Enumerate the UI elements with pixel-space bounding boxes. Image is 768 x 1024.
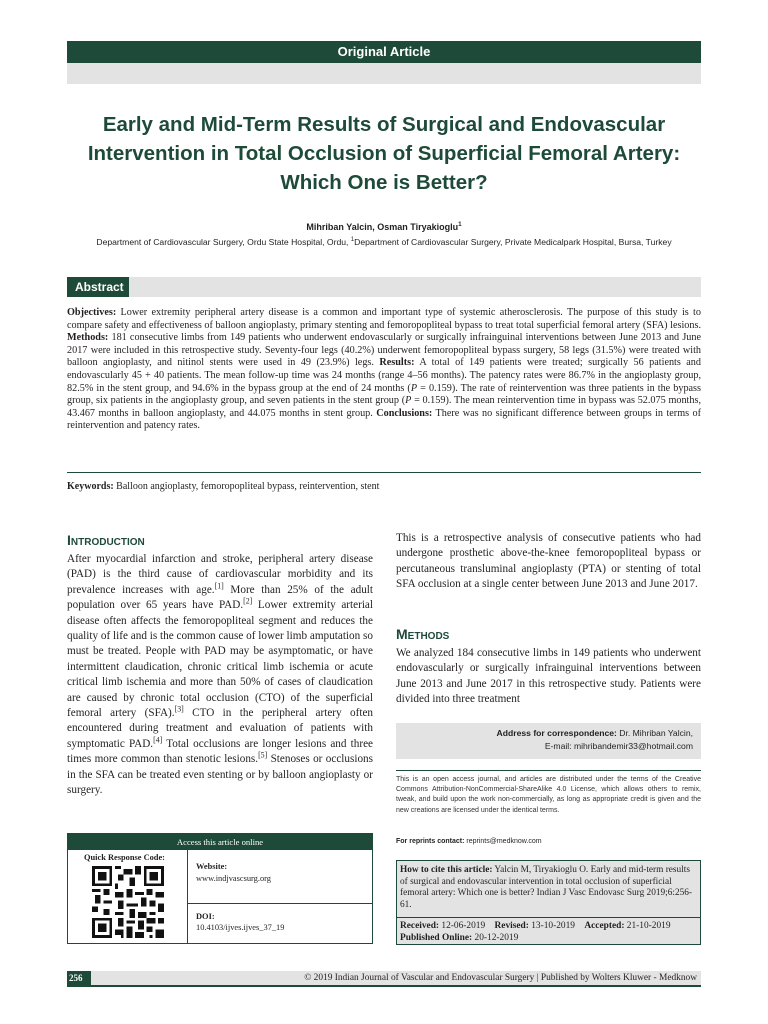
- reference-link[interactable]: [3]: [174, 704, 184, 714]
- citation-box: [396, 860, 701, 945]
- header-band: [67, 63, 701, 84]
- reference-link[interactable]: [2]: [243, 596, 253, 606]
- access-heading: Access this article online: [68, 834, 372, 850]
- website-label: Website:: [196, 862, 228, 871]
- abstract-heading: Abstract: [67, 277, 129, 297]
- reference-link[interactable]: [5]: [258, 750, 268, 760]
- doi-link[interactable]: 10.4103/ijves.ijves_37_19: [196, 923, 285, 932]
- copyright-text: © 2019 Indian Journal of Vascular and Endovascular Surgery | Published by Wolters Kluwer - Medknow: [304, 973, 697, 983]
- keywords: Keywords: Balloon angioplasty, femoropopliteal bypass, reintervention, stent: [67, 481, 380, 492]
- article-title: [67, 110, 701, 197]
- divider: [67, 472, 701, 473]
- divider: [67, 985, 701, 987]
- abstract-body: Objectives: Lower extremity peripheral artery disease is a common and important type of systemic atherosclerosis. The purpose of this study is to compare safety and effectiveness of balloon angioplasty, primary stenting and femoropopliteal bypass to treat total superficial femoral artery (SFA) lesions. Methods: 181 consecutive limbs from 149 patients who underwent endovascularly or surgically infrainguinal interventions between June 2013 and June 2017 were included in this retrospective study. Seventy-four legs (40.2%) underwent femoropopliteal bypass surgery, 58 legs (31.5%) were treated with balloon angioplasty, and nitinol stents were used in 49 (23.9%) legs. Results: A total of 149 patients were treated; surgically 56 patients and endovascularly 45 + 40 patients. The mean follow-up time was 24 months (range 4–56 months). The patency rates were 86.7% in the angioplasty group, 82.5% in the stent group, and 94.6% in the bypass group at the end of 24 months (P = 0.159). The rate of reintervention was three patients in the bypass group, six patients in the angioplasty group, and seven patients in the stent group (P = 0.159). The mean reintervention time in bypass was 52.075 months, 43.467 months in balloon angioplasty, and 44.075 months in stent group. Conclusions: There was no significant difference between groups in terms of reintervention and patency rates.: [67, 307, 701, 432]
- author-list: Mihriban Yalcin, Osman Tiryakioglu$^1$: [306, 221, 462, 232]
- introduction-continuation: This is a retrospective analysis of consecutive patients who had undergone prosthetic above-the-knee femoropopliteal bypass or percutaneous transluminal angioplasty (PTA) or stenting of total SFA occlusion at a single center between June 2013 and June 2017.: [396, 532, 701, 591]
- methods-heading: Methods: [396, 626, 450, 642]
- methods-body: We analyzed 184 consecutive limbs in 149 patients who underwent endovascularly or surgically infrainguinal interventions between June 2013 and June 2017 in this retrospective study. Patients were divided into three treatment: [396, 647, 701, 706]
- license-text: This is an open access journal, and articles are distributed under the terms of the Creative Commons Attribution-NonCommercial-ShareAlike 4.0 License, which allows others to remix, tweak, and build upon the work non-commercially, as long as appropriate credit is given and the new creations are licensed under the identical terms.: [396, 776, 701, 814]
- article-type-banner: [67, 41, 701, 63]
- abstract-header: [67, 277, 701, 297]
- reference-link[interactable]: [1]: [214, 581, 224, 591]
- correspondence-box: Address for correspondence: Dr. Mihriban Yalcin, E-mail: mihribandemir33@hotmail.com: [396, 723, 701, 759]
- affiliations: Department of Cardiovascular Surgery, Ordu State Hospital, Ordu, $^1$Department of Cardiovascular Surgery, Private Medicalpark Hospital, Bursa, Turkey: [96, 237, 672, 247]
- access-online-box: [67, 833, 373, 944]
- introduction-heading: Introduction: [67, 532, 145, 548]
- website-link[interactable]: www.indjvascsurg.org: [196, 874, 271, 883]
- title-line: Which One is Better?: [280, 171, 488, 194]
- title-line: Intervention in Total Occlusion of Superficial Femoral Artery:: [87, 142, 681, 165]
- reprints-contact: For reprints contact: reprints@medknow.com: [396, 838, 542, 845]
- qr-code-icon[interactable]: [92, 866, 164, 938]
- introduction-body: After myocardial infarction and stroke, peripheral artery disease (PAD) is the third cause of cardiovascular morbidity and its prevalence increases with age.[1] More than 25% of the adult population over 65 years have PAD.[2] Lower extremity arterial disease often affects the femoropopliteal segment and reduces the quality of life and is the common cause of lower limb amputation so must be treated. People with PAD may be asymptomatic, or have intermittent claudication, chronic critical limb ischemia or acute critical limb ischemia and more than 50% of cases of claudication are caused by chronic total occlusion (CTO) of the superficial femoral artery (SFA).[3] CTO in the peripheral artery often encountered during treatment and evaluation of patients with symptomatic PAD.[4] Total occlusions are longer lesions and three times more common than stenotic lesions.[5] Stenoses or occlusions in the SFA can be treated even stenting or by balloon angioplasty or surgery.: [67, 553, 374, 797]
- title-line: Early and Mid-Term Results of Surgical and Endovascular: [102, 113, 666, 136]
- citation-text: How to cite this article: Yalcin M, Tiryakioglu O. Early and mid-term results of surgical and endovascular intervention in total occlusion of superficial femoral artery: Which one is better? Indian J Vasc Endovasc Surg 2019;6:256-61.: [400, 865, 693, 910]
- doi-label: DOI:: [196, 912, 215, 921]
- reference-link[interactable]: [4]: [153, 735, 163, 745]
- article-type-label: Original Article: [337, 44, 431, 59]
- page-footer: [67, 971, 701, 985]
- page-number: 256: [67, 971, 91, 985]
- article-dates: Received: 12-06-2019 Revised: 13-10-2019 Accepted: 21-10-2019 Published Online: 20-12-2019: [400, 921, 671, 943]
- divider: [396, 770, 701, 771]
- qr-label: Quick Response Code:: [84, 853, 165, 862]
- correspondence-email[interactable]: E-mail: mihribandemir33@hotmail.com: [544, 741, 693, 751]
- reprints-email[interactable]: reprints@medknow.com: [464, 838, 542, 845]
